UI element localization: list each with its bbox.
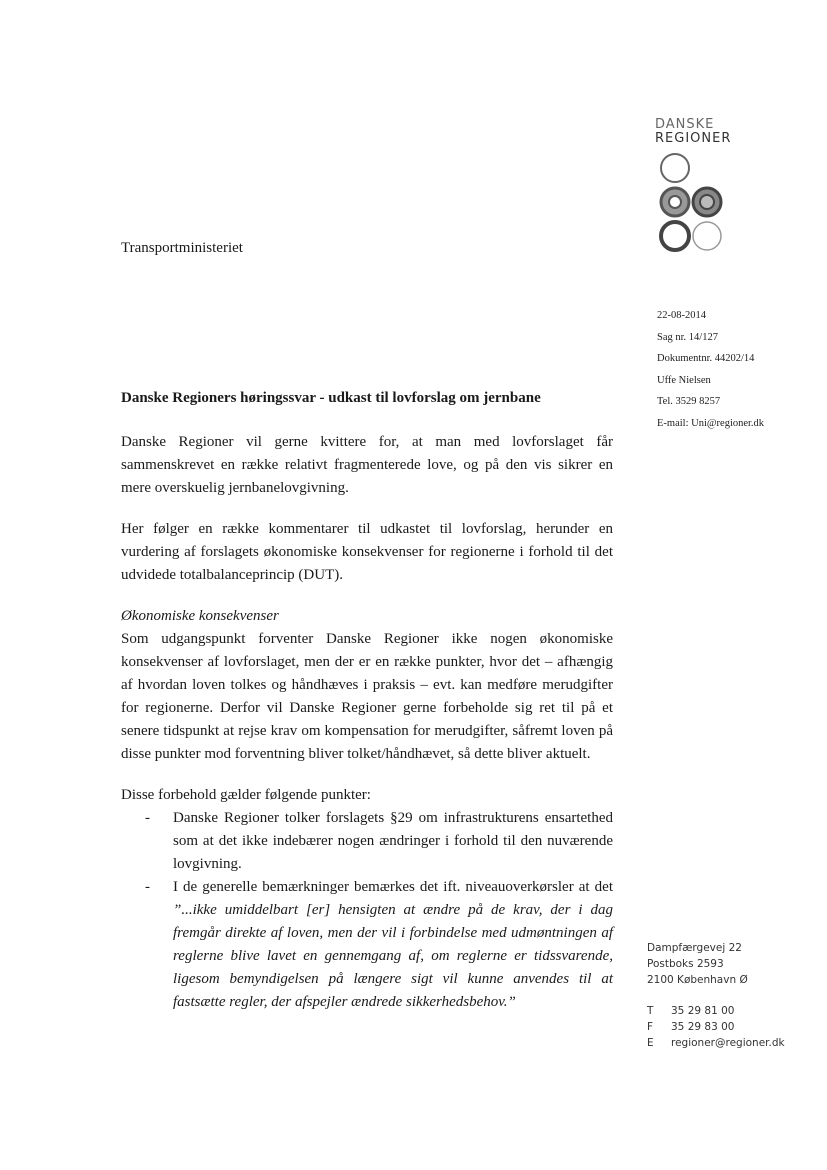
meta-author: Uffe Nielsen xyxy=(657,374,711,386)
contact-label: E xyxy=(647,1037,654,1049)
danske-regioner-logo xyxy=(655,118,745,260)
list-intro: Disse forbehold gælder følgende punkter: xyxy=(121,787,371,803)
list-item xyxy=(121,807,613,876)
paragraph-comments: Her følger en række kommentarer til udkastet til lovforslag, herunder en vurdering af forslagets økonomiske konsekvenser for regionerne i forhold til det udvidede totalbalanceprincip (DUT). xyxy=(121,521,613,583)
sender-contact xyxy=(647,1003,785,1051)
meta-case-number: Sag nr. 14/127 xyxy=(657,331,718,343)
contact-value: 35 29 81 00 xyxy=(671,1005,735,1017)
address-pobox: Postboks 2593 xyxy=(647,958,724,970)
address-city: 2100 København Ø xyxy=(647,974,748,986)
list-item xyxy=(121,876,613,1014)
sender-address xyxy=(647,940,748,988)
meta-email: E-mail: Uni@regioner.dk xyxy=(657,417,765,429)
letter-body xyxy=(121,431,613,1014)
section-heading: Økonomiske konsekvenser xyxy=(121,608,279,624)
contact-phone xyxy=(647,1003,785,1019)
paragraph-intro: Danske Regioner vil gerne kvittere for, at man med lovforslaget får sammenskrevet en række relativt fragmenterede love, og på den vis sikrer en mere overskuelig jernbanelovgivning. xyxy=(121,434,613,496)
reservation-list xyxy=(121,807,613,1014)
list-dash: - xyxy=(145,810,150,826)
contact-value: 35 29 83 00 xyxy=(671,1021,735,1033)
contact-label: F xyxy=(647,1021,654,1033)
contact-email xyxy=(647,1035,785,1051)
list-item-text: Danske Regioner tolker forslagets §29 om infrastrukturens ensartethed som at det ikke indebærer nogen ændringer i forhold til den nuværende lovgivning. xyxy=(173,810,613,872)
meta-phone: Tel. 3529 8257 xyxy=(657,396,721,407)
contact-value: regioner@regioner.dk xyxy=(671,1037,785,1049)
recipient: Transportministeriet xyxy=(121,240,243,256)
contact-fax xyxy=(647,1019,785,1035)
logo-text-regioner: REGIONER xyxy=(655,131,732,146)
logo-text-danske: DANSKE xyxy=(655,117,715,132)
logo-circles-icon xyxy=(655,152,735,260)
meta-document-number: Dokumentnr. 44202/14 xyxy=(657,353,755,364)
list-item-quote: ”...ikke umiddelbart [er] hensigten at ændre på de krav, der i dag fremgår direkte af loven, men der vil i forbindelse med udmøntningen af reglerne blive lavet en gennemgang af, om reglerne er tidssvarende, ligesom bemyndigelsen på længere sigt vil kunne anvendes til at fastsætte regler, der afspejler ændrede sikkerhedsbehov.” xyxy=(173,902,613,1010)
address-street: Dampfærgevej 22 xyxy=(647,942,742,954)
letter-meta xyxy=(657,305,764,434)
list-dash: - xyxy=(145,879,150,895)
meta-date: 22-08-2014 xyxy=(657,310,706,321)
list-item-text: I de generelle bemærkninger bemærkes det ift. niveauoverkørsler at det xyxy=(173,879,613,895)
letter-subject: Danske Regioners høringssvar - udkast til lovforslag om jernbane xyxy=(121,390,541,406)
paragraph-economic: Som udgangspunkt forventer Danske Regioner ikke nogen økonomiske konsekvenser af lovforslaget, men der er en række punkter, hvor det – afhængig af hvordan loven tolkes og håndhæves i praksis – evt. kan medføre merudgifter for regionerne. Derfor vil Danske Regioner gerne forbeholde sig ret til på et senere tidspunkt at rejse krav om kompensation for merudgifter, såfremt loven på disse punkter mod forventning bliver tolket/håndhævet, så dette bliver aktuelt. xyxy=(121,631,613,762)
contact-label: T xyxy=(647,1005,654,1017)
